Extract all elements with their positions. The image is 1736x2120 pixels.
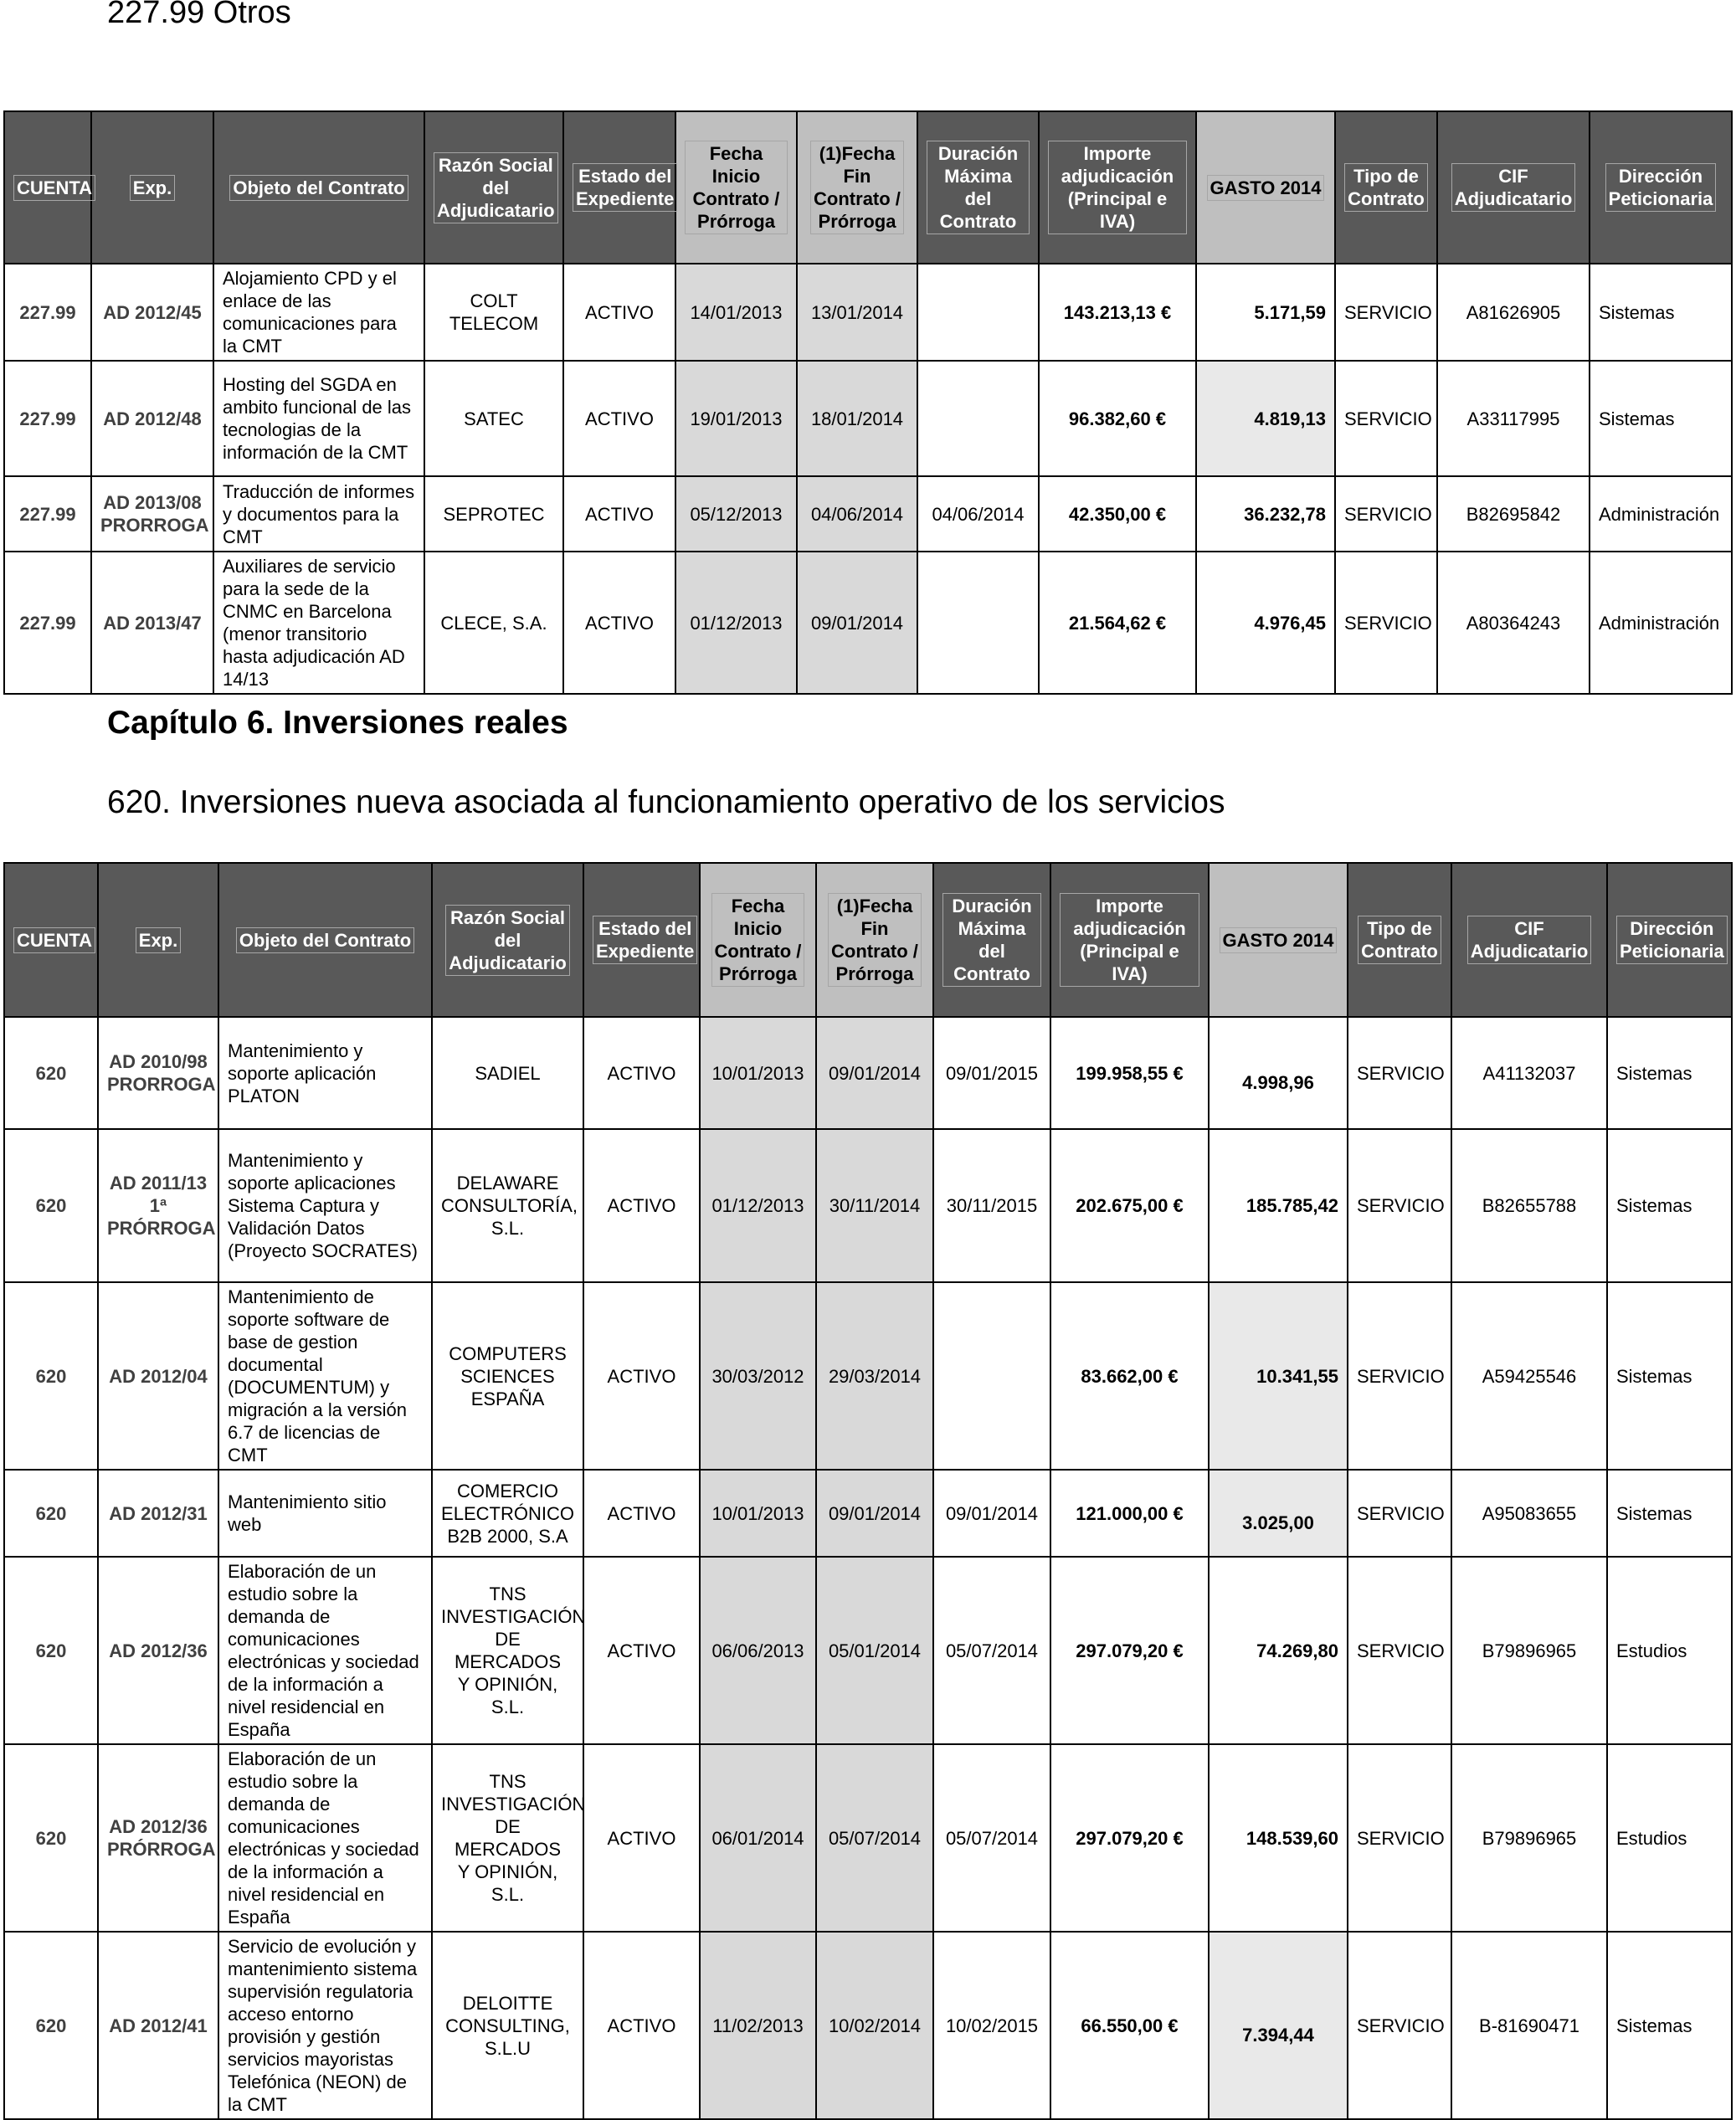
- col-header-fecha-inicio: Fecha Inicio Contrato / Prórroga: [700, 863, 816, 1017]
- cell-exp: AD 2010/98 PRORROGA: [98, 1017, 218, 1129]
- table-header-row: [4, 111, 1732, 264]
- cell-direccion: Administración: [1590, 552, 1732, 694]
- cell-importe: 199.958,55 €: [1050, 1017, 1209, 1129]
- cell-duracion: 04/06/2014: [917, 476, 1039, 552]
- cell-estado: ACTIVO: [583, 1017, 700, 1129]
- cell-gasto-2014: 185.785,42: [1209, 1129, 1348, 1282]
- cell-cuenta: 620: [4, 1470, 98, 1557]
- cell-estado: ACTIVO: [583, 1744, 700, 1932]
- cell-fecha-inicio: 01/12/2013: [675, 552, 797, 694]
- cell-gasto-2014: 148.539,60: [1209, 1744, 1348, 1932]
- cell-fecha-fin: 09/01/2014: [816, 1470, 933, 1557]
- cell-estado: ACTIVO: [583, 1557, 700, 1744]
- cell-estado: ACTIVO: [563, 552, 675, 694]
- cell-fecha-inicio: 10/01/2013: [700, 1017, 816, 1129]
- cell-tipo: SERVICIO: [1348, 1282, 1451, 1470]
- cell-tipo: SERVICIO: [1335, 264, 1437, 361]
- cell-tipo: SERVICIO: [1348, 1470, 1451, 1557]
- contracts-table-620: [3, 862, 1733, 2120]
- cell-exp: AD 2012/36: [98, 1557, 218, 1744]
- chapter-title: Capítulo 6. Inversiones reales: [107, 705, 568, 741]
- cell-cuenta: 227.99: [4, 476, 91, 552]
- cell-fecha-inicio: 06/06/2013: [700, 1557, 816, 1744]
- cell-cuenta: 620: [4, 1129, 98, 1282]
- cell-cif: A33117995: [1437, 361, 1590, 476]
- contracts-table-227-99: [3, 110, 1733, 695]
- col-header-duracion: Duración Máxima del Contrato: [917, 111, 1039, 264]
- table-row: [4, 361, 1732, 476]
- table-row: [4, 1470, 1732, 1557]
- table-row: [4, 1932, 1732, 2119]
- cell-duracion: 30/11/2015: [933, 1129, 1050, 1282]
- cell-direccion: Sistemas: [1607, 1470, 1732, 1557]
- cell-objeto: Mantenimiento y soporte aplicaciones Sistema Captura y Validación Datos (Proyecto SOCRATES): [218, 1129, 432, 1282]
- cell-cuenta: 620: [4, 1557, 98, 1744]
- cell-fecha-fin: 04/06/2014: [797, 476, 917, 552]
- cell-objeto: Elaboración de un estudio sobre la demanda de comunicaciones electrónicas y sociedad de la información a nivel residencial en España: [218, 1557, 432, 1744]
- table-row: [4, 1129, 1732, 1282]
- col-header-cuenta: CUENTA: [4, 111, 91, 264]
- table-row: [4, 1282, 1732, 1470]
- table-row: [4, 1557, 1732, 1744]
- cell-objeto: Mantenimiento de soporte software de base de gestion documental (DOCUMENTUM) y migración a la versión 6.7 de licencias de CMT: [218, 1282, 432, 1470]
- cell-gasto-2014: 4.976,45: [1196, 552, 1335, 694]
- cell-importe: 297.079,20 €: [1050, 1557, 1209, 1744]
- col-header-importe: Importe adjudicación (Principal e IVA): [1050, 863, 1209, 1017]
- cell-direccion: Administración: [1590, 476, 1732, 552]
- cell-direccion: Sistemas: [1607, 1282, 1732, 1470]
- cell-razon-social: TNS INVESTIGACIÓN DE MERCADOS Y OPINIÓN, S.L.: [432, 1744, 583, 1932]
- cell-razon-social: SEPROTEC: [424, 476, 563, 552]
- cell-fecha-fin: 09/01/2014: [797, 552, 917, 694]
- cell-gasto-2014: 74.269,80: [1209, 1557, 1348, 1744]
- cell-tipo: SERVICIO: [1348, 1557, 1451, 1744]
- cell-fecha-inicio: 30/03/2012: [700, 1282, 816, 1470]
- cell-exp: AD 2012/36 PRÓRROGA: [98, 1744, 218, 1932]
- cell-importe: 66.550,00 €: [1050, 1932, 1209, 2119]
- cell-objeto: Elaboración de un estudio sobre la demanda de comunicaciones electrónicas y sociedad de la información a nivel residencial en España: [218, 1744, 432, 1932]
- cell-exp: AD 2012/04: [98, 1282, 218, 1470]
- cell-importe: 202.675,00 €: [1050, 1129, 1209, 1282]
- cell-cuenta: 620: [4, 1744, 98, 1932]
- cell-fecha-fin: 29/03/2014: [816, 1282, 933, 1470]
- cell-tipo: SERVICIO: [1335, 476, 1437, 552]
- cell-razon-social: DELAWARE CONSULTORÍA, S.L.: [432, 1129, 583, 1282]
- cell-objeto: Mantenimiento sitio web: [218, 1470, 432, 1557]
- cell-fecha-fin: 18/01/2014: [797, 361, 917, 476]
- cell-direccion: Estudios: [1607, 1557, 1732, 1744]
- cell-duracion: 05/07/2014: [933, 1744, 1050, 1932]
- cell-gasto-2014: 4.998,96: [1209, 1017, 1348, 1129]
- cell-exp: AD 2012/48: [91, 361, 213, 476]
- cell-cif: B82655788: [1451, 1129, 1607, 1282]
- cell-tipo: SERVICIO: [1348, 1017, 1451, 1129]
- cell-estado: ACTIVO: [583, 1470, 700, 1557]
- cell-fecha-fin: 13/01/2014: [797, 264, 917, 361]
- col-header-exp: Exp.: [91, 111, 213, 264]
- table-row: [4, 476, 1732, 552]
- cell-exp: AD 2012/31: [98, 1470, 218, 1557]
- section-title-620: 620. Inversiones nueva asociada al funcionamiento operativo de los servicios: [107, 784, 1225, 820]
- cell-cif: A81626905: [1437, 264, 1590, 361]
- cell-tipo: SERVICIO: [1335, 361, 1437, 476]
- cell-exp: AD 2012/41: [98, 1932, 218, 2119]
- cell-direccion: Sistemas: [1607, 1932, 1732, 2119]
- cell-exp: AD 2011/13 1ª PRÓRROGA: [98, 1129, 218, 1282]
- table-header-row: [4, 863, 1732, 1017]
- table-row: [4, 1017, 1732, 1129]
- cell-exp: AD 2013/47: [91, 552, 213, 694]
- cell-importe: 96.382,60 €: [1039, 361, 1196, 476]
- cell-objeto: Mantenimiento y soporte aplicación PLATON: [218, 1017, 432, 1129]
- table-row: [4, 264, 1732, 361]
- cell-cuenta: 227.99: [4, 264, 91, 361]
- col-header-cif: CIF Adjudicatario: [1451, 863, 1607, 1017]
- col-header-gasto-2014: GASTO 2014: [1209, 863, 1348, 1017]
- cell-duracion: 05/07/2014: [933, 1557, 1050, 1744]
- col-header-objeto: Objeto del Contrato: [213, 111, 424, 264]
- cell-duracion: [917, 361, 1039, 476]
- cell-importe: 297.079,20 €: [1050, 1744, 1209, 1932]
- cell-tipo: SERVICIO: [1348, 1129, 1451, 1282]
- cell-gasto-2014: 4.819,13: [1196, 361, 1335, 476]
- cell-duracion: 09/01/2015: [933, 1017, 1050, 1129]
- cell-objeto: Alojamiento CPD y el enlace de las comunicaciones para la CMT: [213, 264, 424, 361]
- cell-razon-social: CLECE, S.A.: [424, 552, 563, 694]
- cell-direccion: Sistemas: [1590, 264, 1732, 361]
- col-header-cuenta: CUENTA: [4, 863, 98, 1017]
- cell-fecha-inicio: 14/01/2013: [675, 264, 797, 361]
- col-header-razon-social: Razón Social del Adjudicatario: [432, 863, 583, 1017]
- col-header-tipo: Tipo de Contrato: [1348, 863, 1451, 1017]
- cell-duracion: 09/01/2014: [933, 1470, 1050, 1557]
- cell-cif: B82695842: [1437, 476, 1590, 552]
- col-header-fecha-fin: (1)Fecha Fin Contrato / Prórroga: [797, 111, 917, 264]
- cell-fecha-fin: 05/07/2014: [816, 1744, 933, 1932]
- cell-gasto-2014: 10.341,55: [1209, 1282, 1348, 1470]
- cell-fecha-fin: 09/01/2014: [816, 1017, 933, 1129]
- cell-cif: B79896965: [1451, 1557, 1607, 1744]
- cell-estado: ACTIVO: [563, 361, 675, 476]
- cell-direccion: Estudios: [1607, 1744, 1732, 1932]
- cell-importe: 143.213,13 €: [1039, 264, 1196, 361]
- cell-estado: ACTIVO: [563, 264, 675, 361]
- col-header-exp: Exp.: [98, 863, 218, 1017]
- cell-razon-social: COLT TELECOM: [424, 264, 563, 361]
- cell-cif: A80364243: [1437, 552, 1590, 694]
- cell-fecha-inicio: 05/12/2013: [675, 476, 797, 552]
- cell-tipo: SERVICIO: [1335, 552, 1437, 694]
- cell-cif: B79896965: [1451, 1744, 1607, 1932]
- cell-cuenta: 227.99: [4, 361, 91, 476]
- cell-tipo: SERVICIO: [1348, 1744, 1451, 1932]
- cell-gasto-2014: 3.025,00: [1209, 1470, 1348, 1557]
- col-header-importe: Importe adjudicación (Principal e IVA): [1039, 111, 1196, 264]
- cell-objeto: Hosting del SGDA en ambito funcional de las tecnologias de la información de la CMT: [213, 361, 424, 476]
- cell-cuenta: 227.99: [4, 552, 91, 694]
- cell-gasto-2014: 5.171,59: [1196, 264, 1335, 361]
- col-header-tipo: Tipo de Contrato: [1335, 111, 1437, 264]
- cell-fecha-inicio: 01/12/2013: [700, 1129, 816, 1282]
- cell-cif: B-81690471: [1451, 1932, 1607, 2119]
- col-header-cif: CIF Adjudicatario: [1437, 111, 1590, 264]
- cell-direccion: Sistemas: [1607, 1129, 1732, 1282]
- col-header-gasto-2014: GASTO 2014: [1196, 111, 1335, 264]
- cell-cif: A41132037: [1451, 1017, 1607, 1129]
- col-header-direccion: Dirección Peticionaria: [1607, 863, 1732, 1017]
- cell-cuenta: 620: [4, 1282, 98, 1470]
- cell-cuenta: 620: [4, 1932, 98, 2119]
- cell-razon-social: SADIEL: [432, 1017, 583, 1129]
- cell-cif: A59425546: [1451, 1282, 1607, 1470]
- cell-objeto: Servicio de evolución y mantenimiento sistema supervisión regulatoria acceso entorno provisión y gestión servicios mayoristas Telefónica (NEON) de la CMT: [218, 1932, 432, 2119]
- cell-tipo: SERVICIO: [1348, 1932, 1451, 2119]
- cell-estado: ACTIVO: [583, 1932, 700, 2119]
- cell-estado: ACTIVO: [583, 1282, 700, 1470]
- section-title-227-99: 227.99 Otros: [107, 0, 291, 30]
- col-header-objeto: Objeto del Contrato: [218, 863, 432, 1017]
- cell-importe: 83.662,00 €: [1050, 1282, 1209, 1470]
- cell-fecha-fin: 05/01/2014: [816, 1557, 933, 1744]
- cell-importe: 42.350,00 €: [1039, 476, 1196, 552]
- cell-fecha-inicio: 11/02/2013: [700, 1932, 816, 2119]
- cell-cif: A95083655: [1451, 1470, 1607, 1557]
- col-header-duracion: Duración Máxima del Contrato: [933, 863, 1050, 1017]
- cell-objeto: Traducción de informes y documentos para la CMT: [213, 476, 424, 552]
- cell-duracion: [917, 264, 1039, 361]
- table-row: [4, 1744, 1732, 1932]
- col-header-estado: Estado del Expediente: [563, 111, 675, 264]
- cell-razon-social: COMPUTERS SCIENCES ESPAÑA: [432, 1282, 583, 1470]
- col-header-fecha-fin: (1)Fecha Fin Contrato / Prórroga: [816, 863, 933, 1017]
- col-header-razon-social: Razón Social del Adjudicatario: [424, 111, 563, 264]
- col-header-direccion: Dirección Peticionaria: [1590, 111, 1732, 264]
- cell-objeto: Auxiliares de servicio para la sede de la CNMC en Barcelona (menor transitorio hasta adjudicación AD 14/13: [213, 552, 424, 694]
- cell-exp: AD 2013/08 PRORROGA: [91, 476, 213, 552]
- table-row: [4, 552, 1732, 694]
- cell-fecha-inicio: 06/01/2014: [700, 1744, 816, 1932]
- cell-exp: AD 2012/45: [91, 264, 213, 361]
- cell-cuenta: 620: [4, 1017, 98, 1129]
- cell-fecha-inicio: 19/01/2013: [675, 361, 797, 476]
- cell-fecha-inicio: 10/01/2013: [700, 1470, 816, 1557]
- cell-direccion: Sistemas: [1590, 361, 1732, 476]
- cell-razon-social: SATEC: [424, 361, 563, 476]
- col-header-estado: Estado del Expediente: [583, 863, 700, 1017]
- cell-duracion: [917, 552, 1039, 694]
- cell-gasto-2014: 36.232,78: [1196, 476, 1335, 552]
- cell-razon-social: TNS INVESTIGACIÓN DE MERCADOS Y OPINIÓN, S.L.: [432, 1557, 583, 1744]
- cell-duracion: [933, 1282, 1050, 1470]
- cell-estado: ACTIVO: [563, 476, 675, 552]
- cell-estado: ACTIVO: [583, 1129, 700, 1282]
- cell-fecha-fin: 10/02/2014: [816, 1932, 933, 2119]
- cell-fecha-fin: 30/11/2014: [816, 1129, 933, 1282]
- cell-razon-social: DELOITTE CONSULTING, S.L.U: [432, 1932, 583, 2119]
- cell-razon-social: COMERCIO ELECTRÓNICO B2B 2000, S.A: [432, 1470, 583, 1557]
- cell-importe: 121.000,00 €: [1050, 1470, 1209, 1557]
- cell-importe: 21.564,62 €: [1039, 552, 1196, 694]
- col-header-fecha-inicio: Fecha Inicio Contrato / Prórroga: [675, 111, 797, 264]
- cell-gasto-2014: 7.394,44: [1209, 1932, 1348, 2119]
- cell-duracion: 10/02/2015: [933, 1932, 1050, 2119]
- cell-direccion: Sistemas: [1607, 1017, 1732, 1129]
